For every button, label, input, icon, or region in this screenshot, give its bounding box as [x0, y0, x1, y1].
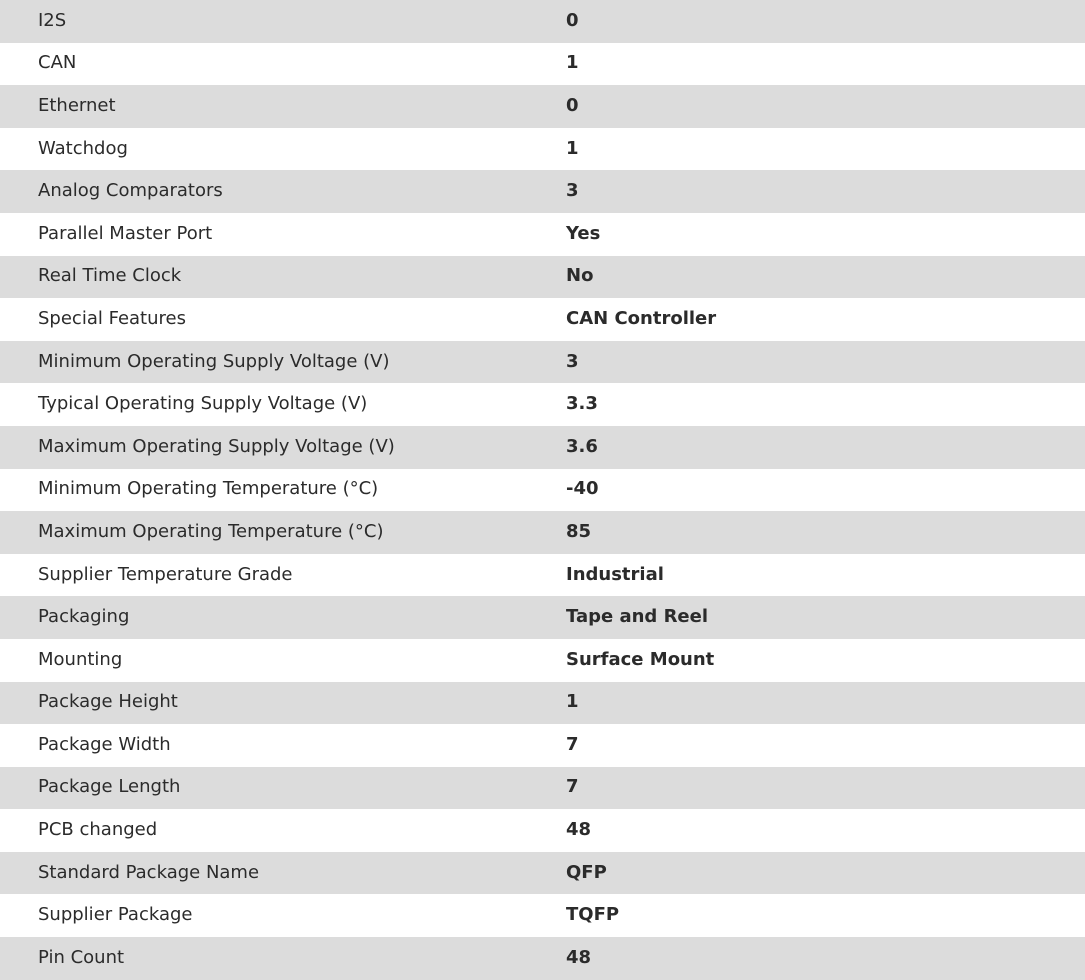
spec-row [0, 767, 1085, 810]
spec-value: Tape and Reel [566, 606, 709, 628]
spec-value: Surface Mount [566, 648, 715, 670]
spec-label: Typical Operating Supply Voltage (V) [38, 393, 368, 415]
spec-label: Real Time Clock [38, 265, 182, 287]
spec-label: Maximum Operating Temperature (°C) [38, 520, 384, 542]
spec-row [0, 43, 1085, 86]
spec-label: Pin Count [38, 946, 125, 968]
spec-row [0, 639, 1085, 682]
spec-row [0, 383, 1085, 426]
spec-value: -40 [566, 478, 599, 500]
spec-value: 85 [566, 520, 592, 542]
spec-value: CAN Controller [566, 307, 717, 329]
spec-row [0, 809, 1085, 852]
spec-label: Minimum Operating Temperature (°C) [38, 478, 379, 500]
spec-row [0, 596, 1085, 639]
spec-label: Analog Comparators [38, 180, 223, 202]
spec-value: 7 [566, 776, 579, 798]
spec-label: Package Height [38, 691, 178, 713]
spec-value: 1 [566, 691, 579, 713]
spec-value: TQFP [566, 904, 620, 926]
spec-value: 1 [566, 137, 579, 159]
spec-label: Supplier Package [38, 904, 193, 926]
spec-label: Maximum Operating Supply Voltage (V) [38, 435, 395, 457]
spec-value: 3 [566, 180, 579, 202]
spec-value: 0 [566, 94, 579, 116]
spec-label: Ethernet [38, 94, 116, 116]
spec-row [0, 937, 1085, 980]
spec-label: Watchdog [38, 137, 128, 159]
spec-label: Minimum Operating Supply Voltage (V) [38, 350, 390, 372]
spec-row [0, 128, 1085, 171]
spec-row [0, 469, 1085, 512]
spec-label: CAN [38, 52, 77, 74]
spec-value: No [566, 265, 594, 287]
spec-row [0, 511, 1085, 554]
spec-row [0, 85, 1085, 128]
spec-label: Parallel Master Port [38, 222, 213, 244]
spec-row [0, 554, 1085, 597]
spec-value: 3 [566, 350, 579, 372]
spec-label: Special Features [38, 307, 186, 329]
spec-label: Package Width [38, 733, 171, 755]
spec-row [0, 341, 1085, 384]
spec-row [0, 170, 1085, 213]
spec-row [0, 894, 1085, 937]
spec-row [0, 213, 1085, 256]
spec-value: 7 [566, 733, 579, 755]
spec-row [0, 682, 1085, 725]
spec-value: 48 [566, 946, 592, 968]
spec-value: 48 [566, 819, 592, 841]
spec-row [0, 0, 1085, 43]
spec-label: I2S [38, 9, 67, 31]
spec-row [0, 298, 1085, 341]
spec-label: Standard Package Name [38, 861, 260, 883]
spec-value: QFP [566, 861, 607, 883]
spec-label: Packaging [38, 606, 130, 628]
spec-value: 0 [566, 9, 579, 31]
spec-label: Mounting [38, 648, 123, 670]
spec-value: 3.6 [566, 435, 598, 457]
spec-value: 1 [566, 52, 579, 74]
spec-value: Yes [566, 222, 601, 244]
spec-row [0, 724, 1085, 767]
spec-row [0, 256, 1085, 299]
spec-value: 3.3 [566, 393, 598, 415]
spec-label: PCB changed [38, 819, 158, 841]
spec-label: Supplier Temperature Grade [38, 563, 293, 585]
spec-row [0, 426, 1085, 469]
spec-value: Industrial [566, 563, 664, 585]
spec-row [0, 852, 1085, 895]
spec-label: Package Length [38, 776, 181, 798]
